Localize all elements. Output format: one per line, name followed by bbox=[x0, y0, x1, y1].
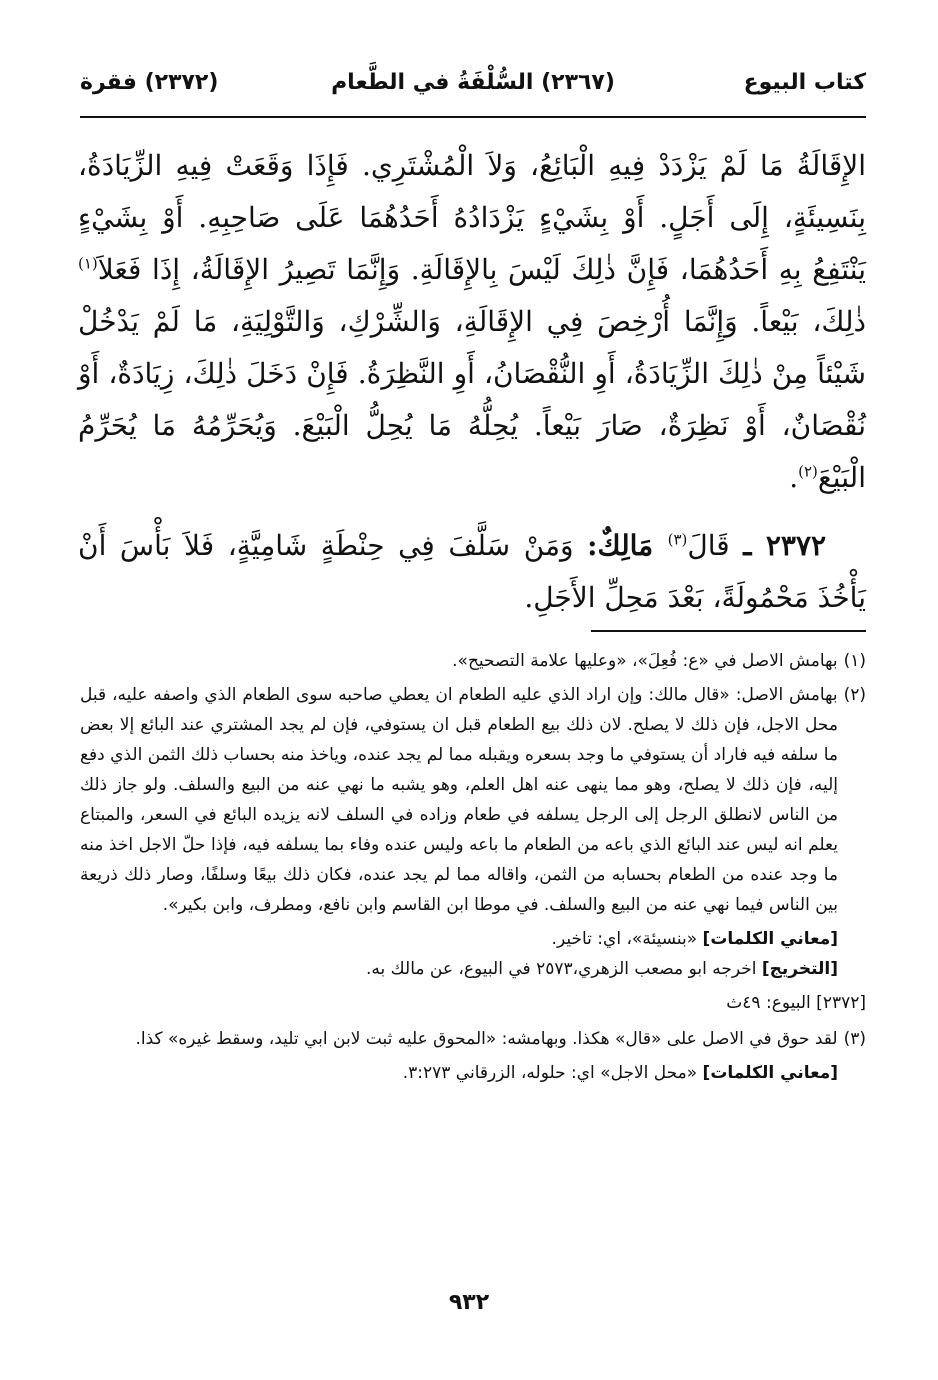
meanings-label-3: [معاني الكلمات] bbox=[702, 1063, 838, 1083]
entry-number: ٢٣٧٢ ـ bbox=[743, 529, 827, 562]
paragraph-reference: (٢٣٧٢) فقرة bbox=[80, 70, 219, 95]
footnote-2-label: (٢) bbox=[843, 685, 866, 705]
section-title: (٢٣٦٧) السُّلْفَةُ في الطَّعام bbox=[331, 70, 615, 95]
footnote-3-meanings bbox=[80, 1058, 866, 1088]
main-text bbox=[78, 140, 866, 624]
continuation-paragraph bbox=[78, 140, 866, 504]
continuation-text-part-1: الإِقَالَةُ مَا لَمْ يَزْدَدْ فِيهِ الْبَائِعُ، وَلاَ الْمُشْتَرِي. فَإِذَا وَقَعَتْ فِيهِ الزِّيَادَةُ، بِنَسِيئَةٍ، إِلَى أَجَلٍ. أَوْ بِشَيْءٍ يَزْدَادُهُ أَحَدُهُمَا عَلَى صَاحِبِهِ. أَوْ بِشَيْءٍ يَنْتَفِعُ بِهِ أَحَدُهُمَا، فَإِنَّ ذٰلِكَ لَيْسَ بِالإِقَالَةِ. وَإِنَّمَا تَصِيرُ الإِقَالَةُ، إِذَا فَعَلاَ bbox=[78, 149, 866, 286]
takhrij-text: اخرجه ابو مصعب الزهري،٢٥٧٣ في البيوع، عن مالك به. bbox=[366, 959, 762, 979]
footnote-2-meanings bbox=[80, 924, 866, 954]
page-number: ٩٣٢ bbox=[448, 1290, 490, 1315]
footnote-divider bbox=[591, 630, 866, 632]
footnote-1-label: (١) bbox=[843, 651, 866, 671]
meanings-label: [معاني الكلمات] bbox=[702, 929, 838, 949]
continuation-text-part-2: ذٰلِكَ، بَيْعاً. وَإِنَّمَا أُرْخِصَ فِي الإِقَالَةِ، وَالشِّرْكِ، وَالتَّوْلِيَةِ، مَا لَمْ يَدْخُلْ شَيْئاً مِنْ ذٰلِكَ الزِّيَادَةُ، أَوِ النُّقْصَانُ، أَوِ النَّظِرَةُ. فَإِنْ دَخَلَ ذٰلِكَ، زِيَادَةٌ، أَوْ نُقْصَانٌ، أَوْ نَظِرَةٌ، صَارَ بَيْعاً. يُحِلُّهُ مَا يُحِلُّ الْبَيْعَ. وَيُحَرِّمُهُ مَا يُحَرِّمُ الْبَيْعَ bbox=[78, 305, 866, 494]
entry-2372 bbox=[78, 520, 866, 624]
cross-reference: [٢٣٧٢] البيوع: ٤٩ث bbox=[726, 993, 866, 1013]
footnote-2 bbox=[80, 680, 866, 920]
footnote-marker-3: (٣) bbox=[667, 530, 688, 549]
book-title: كتاب البيوع bbox=[743, 70, 866, 95]
footnote-2-text: بهامش الاصل: «قال مالك: وإن اراد الذي عليه الطعام ان يعطي صاحبه سوى الطعام الذي واصفه عليه، قبل محل الاجل، فإن ذلك لا يصلح. لان ذلك بيع الطعام قبل ان يستوفي، فإن لم يجد المشتري عند البائع إلا بعض ما سلفه فيه فاراد أن يستوفي ما وجد بسعره ويقبله مما لم يجد عنده، وياخذ منه بحساب ذلك الثمن الذي دفع إليه، فإن ذلك لا يصلح، وهو مما ينهى عنه اهل العلم، وهو يشبه ما نهي عنه من البيع والسلف. ولو جاز ذلك من الناس لانطلق الرجل إلى الرجل يسلفه في طعام وزاده في السلف لانه يزيده البائع في السعر، والمبتاع يعلم انه ليس عند البائع الذي باعه من الطعام ما باعه وليس عنده وفاء بما يسلفه فيه، فإذا حلّ الاجل اخذ منه ما وجد عنده من الطعام بحسابه من الثمن، واقاله مما لم يجد عنده، فكان ذلك بيعًا وسلفًا، وصار ذلك ذريعة بين الناس فيما نهي عنه من البيع والسلف. في موطا ابن القاسم وابن نافع، ومطرف، وابن بكير». bbox=[80, 685, 838, 915]
entry-text: وَمَنْ سَلَّفَ فِي حِنْطَةٍ شَامِيَّةٍ، فَلاَ بَأْسَ أَنْ يَأْخُذَ مَحْمُولَةً، بَعْدَ مَحِلِّ الأَجَلِ. bbox=[78, 529, 866, 614]
footnote-1-text: بهامش الاصل في «ع: فُعِلَ»، «وعليها علامة التصحيح». bbox=[452, 651, 838, 671]
header-divider bbox=[80, 116, 866, 118]
takhrij-label: [التخريج] bbox=[761, 959, 838, 979]
footnote-3-label: (٣) bbox=[843, 1029, 866, 1049]
footnote-1 bbox=[80, 646, 866, 676]
footnote-marker-2: (٢) bbox=[798, 462, 818, 481]
footnote-3-text: لقد حوق في الاصل على «قال» هكذا. وبهامشه: «المحوق عليه ثبت لابن ابي تليد، وسقط غيره» كذا. bbox=[135, 1029, 838, 1049]
meanings-text-3: «محل الاجل» اي: حلوله، الزرقاني ٣:٢٧٣. bbox=[402, 1063, 703, 1083]
footnote-3 bbox=[80, 1024, 866, 1054]
footnote-marker-1: (١) bbox=[78, 254, 98, 273]
running-header bbox=[80, 70, 866, 106]
footnotes bbox=[80, 646, 866, 1088]
meanings-text: «بنسيئة»، اي: تاخير. bbox=[551, 929, 703, 949]
footnote-2-takhrij bbox=[80, 954, 866, 984]
continuation-text-end: . bbox=[789, 461, 799, 494]
entry-speaker: مَالِكٌ: bbox=[587, 529, 668, 562]
entry-qal: قَالَ bbox=[687, 529, 744, 562]
